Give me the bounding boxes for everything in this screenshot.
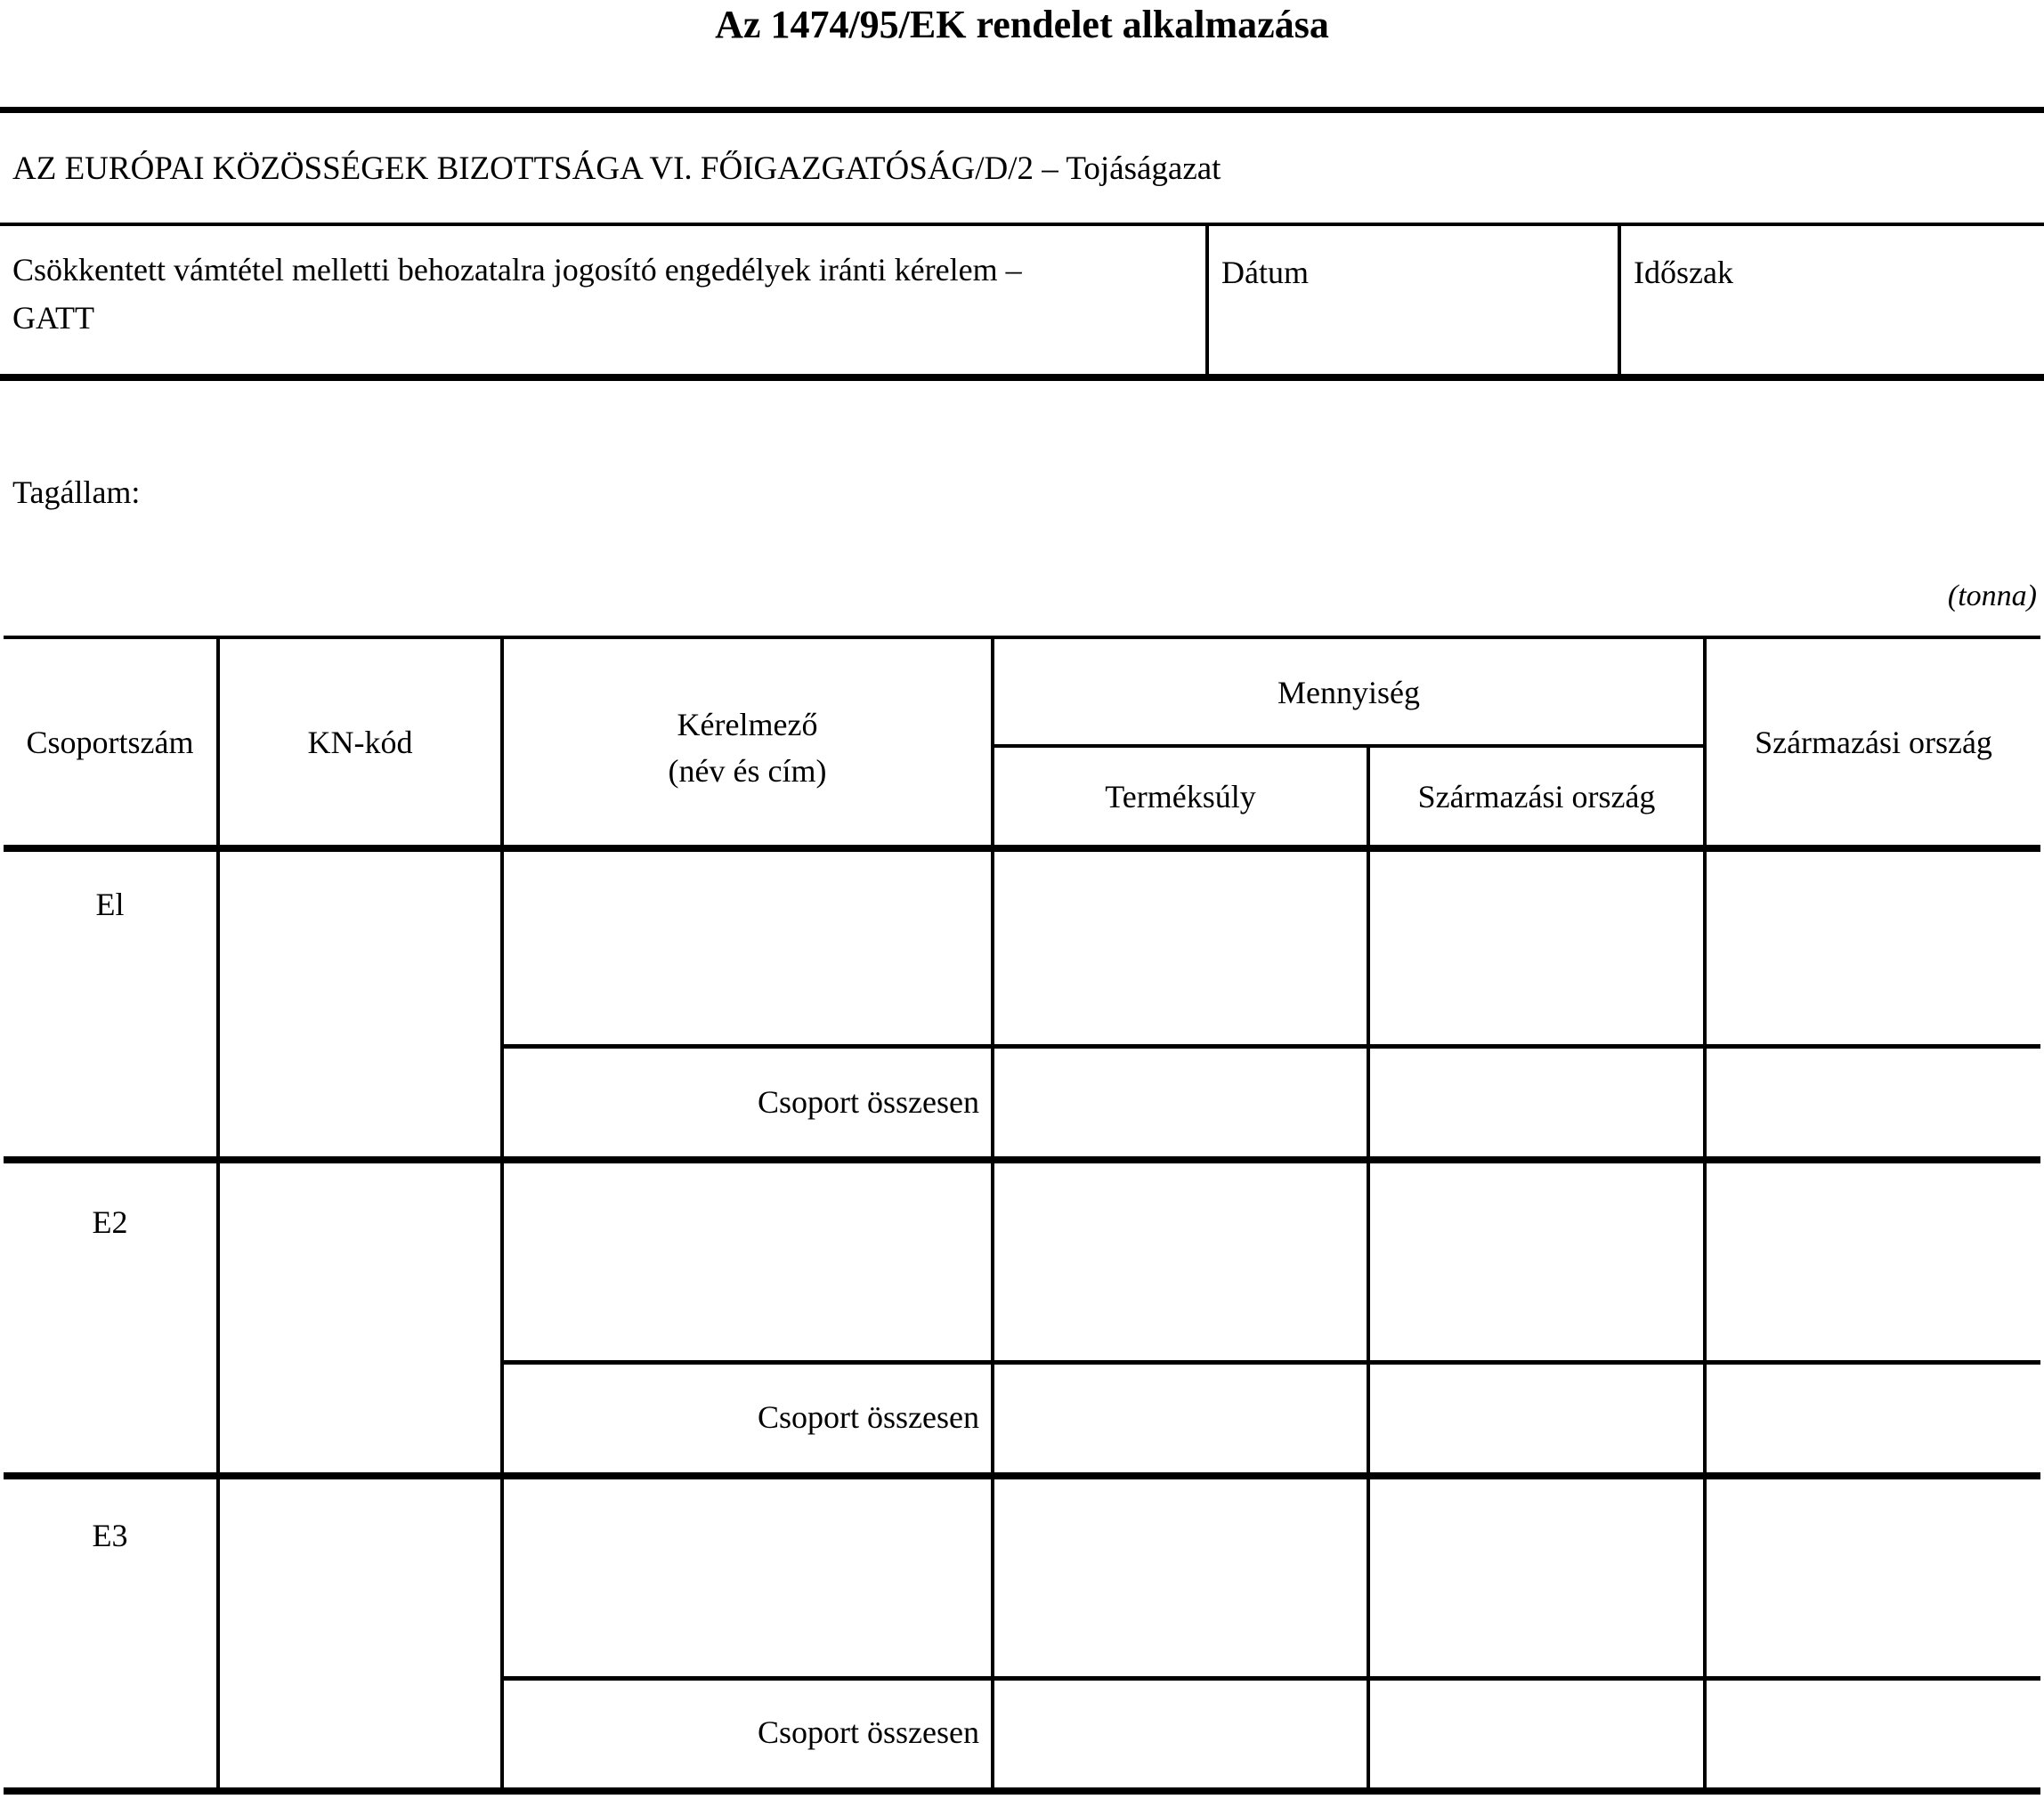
group2-total-label: Csoport összesen [758, 1399, 979, 1435]
request-title-line2: GATT [12, 300, 94, 336]
table-bottom-border [4, 1787, 2040, 1795]
request-bar-divider-2 [1618, 223, 1621, 381]
group3-total-divider [500, 1676, 2040, 1681]
group3-total-label: Csoport összesen [758, 1714, 979, 1750]
request-title-line1: Csökkentett vámtétel melletti behozatalra jogosító engedélyek iránti kérelem – [12, 252, 1022, 288]
page-title: Az 1474/95/EK rendelet alkalmazása [715, 3, 1329, 46]
header-bottom-border [4, 845, 2040, 852]
group2-total-divider [500, 1360, 2040, 1365]
group1-total-label: Csoport összesen [758, 1084, 979, 1120]
col-divider-cncode-applicant [500, 636, 504, 1795]
title-divider-rule [0, 107, 2044, 113]
header-applicant [504, 701, 991, 794]
header-group-number: Csoportszám [26, 725, 194, 760]
group3-label: E3 [92, 1518, 128, 1553]
table-top-border [4, 636, 2040, 639]
request-title-cell [12, 246, 1022, 342]
col-divider-weight-originsub [1367, 744, 1370, 1795]
period-label: Időszak [1634, 255, 1733, 290]
group2-bottom-border [4, 1472, 2040, 1479]
group2-label: E2 [92, 1204, 128, 1240]
request-bar-top-border [0, 223, 2044, 226]
date-label: Dátum [1221, 255, 1309, 290]
request-bar-divider-1 [1205, 223, 1209, 381]
header-origin-country: Származási ország [1755, 725, 1992, 760]
header-origin-country-sub: Származási ország [1417, 779, 1656, 814]
group1-total-divider [500, 1044, 2040, 1049]
request-bar-bottom-border [0, 374, 2044, 381]
quantity-header-split-border [991, 744, 1707, 748]
member-state-label: Tagállam: [12, 474, 141, 510]
unit-note: (tonna) [1947, 579, 2037, 612]
organization-line: AZ EURÓPAI KÖZÖSSÉGEK BIZOTTSÁGA VI. FŐIGAZGATÓSÁG/D/2 – Tojáságazat [12, 150, 1221, 187]
group1-bottom-border [4, 1156, 2040, 1163]
header-applicant-line1: Kérelmező [677, 707, 818, 742]
group1-label: El [95, 887, 125, 922]
header-quantity: Mennyiség [1278, 675, 1420, 710]
col-divider-quantity-origin [1703, 636, 1707, 1795]
header-product-weight: Terméksúly [1105, 779, 1256, 814]
header-cn-code: KN-kód [307, 725, 413, 760]
header-applicant-line2: (név és cím) [668, 753, 827, 789]
